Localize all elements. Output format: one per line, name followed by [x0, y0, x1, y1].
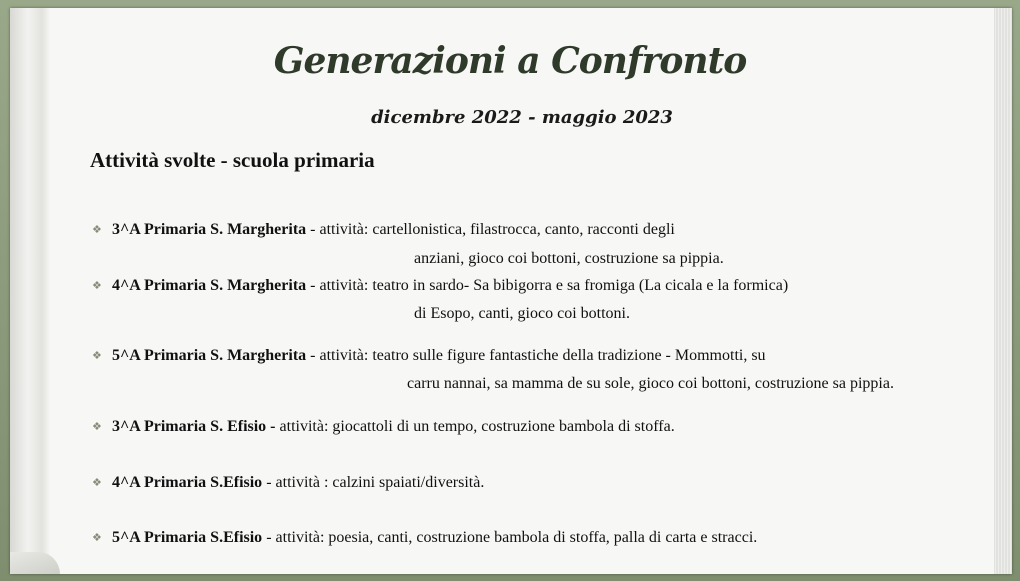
class-name: 3^A Primaria S. Efisio - — [112, 418, 276, 435]
activity-continuation: anziani, gioco coi bottoni, costruzione sa pippia. — [414, 250, 724, 267]
list-item — [92, 277, 788, 295]
activity-text: - attività: cartellonistica, filastrocca, canto, racconti degli — [306, 221, 675, 238]
slide-title: Generazioni a Confronto — [273, 40, 747, 82]
list-item — [92, 347, 766, 365]
list-item — [92, 474, 484, 492]
page-curl-corner — [10, 552, 60, 574]
activity-text: - attività: teatro in sardo- Sa bibigorra e sa fromiga (La cicala e la formica) — [306, 277, 789, 294]
activity-text: attività: giocattoli di un tempo, costruzione bambola di stoffa. — [275, 418, 675, 435]
list-item — [92, 529, 757, 547]
list-item — [92, 221, 675, 239]
class-name: 5^A Primaria S.Efisio — [112, 529, 263, 546]
activity-text: - attività: poesia, canti, costruzione bambola di stoffa, palla di carta e stracci. — [262, 529, 758, 546]
bullet-icon: ❖ — [92, 350, 102, 362]
class-name: 4^A Primaria S.Efisio — [112, 474, 263, 491]
bullet-icon: ❖ — [92, 224, 102, 236]
activity-text: - attività: teatro sulle figure fantastiche della tradizione - Mommotti, su — [306, 347, 766, 364]
bullet-icon: ❖ — [92, 421, 102, 433]
section-heading: Attività svolte - scuola primaria — [90, 148, 375, 172]
class-name: 5^A Primaria S. Margherita — [112, 347, 307, 364]
bullet-icon: ❖ — [92, 477, 102, 489]
bullet-icon: ❖ — [92, 280, 102, 292]
list-item — [92, 418, 675, 436]
page-curl — [10, 8, 50, 574]
class-name: 4^A Primaria S. Margherita — [112, 277, 307, 294]
class-name: 3^A Primaria S. Margherita — [112, 221, 307, 238]
activity-text: - attività : calzini spaiati/diversità. — [262, 474, 485, 491]
activity-continuation: di Esopo, canti, gioco coi bottoni. — [414, 305, 630, 322]
bullet-icon: ❖ — [92, 532, 102, 544]
activity-continuation: carru nannai, sa mamma de su sole, gioco coi bottoni, costruzione sa pippia. — [407, 375, 894, 392]
page-stack-edge — [994, 8, 1012, 574]
slide-subtitle: dicembre 2022 - maggio 2023 — [371, 107, 673, 128]
